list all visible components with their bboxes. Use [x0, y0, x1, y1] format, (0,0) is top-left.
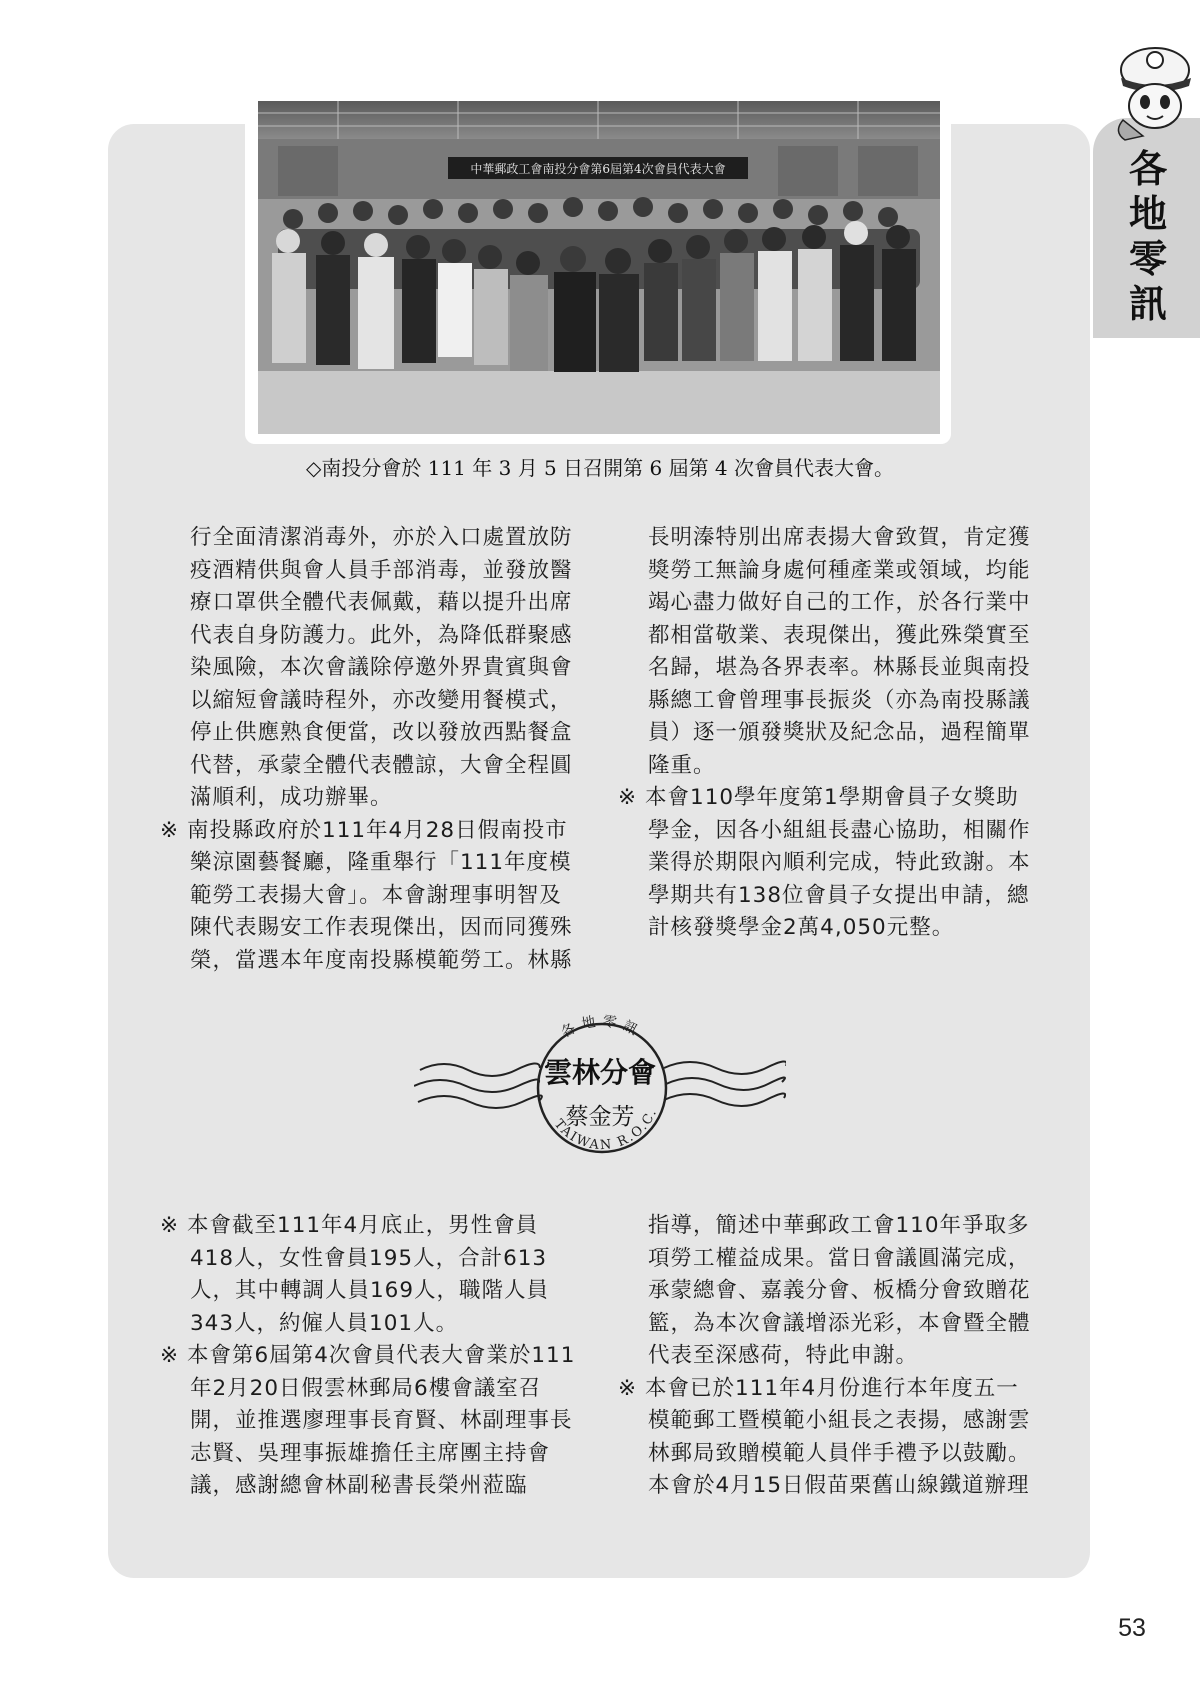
bullet-mark: ※ — [618, 1375, 638, 1401]
bullet-text: 南投縣政府於111年4月28日假南投市樂涼園藝餐廳，隆重舉行「111年度模範勞工表揚大會」。本會謝理事明智及陳代表賜安工作表現傑出，因而同獲殊榮，當選本年度南投縣模範勞工。林縣 — [187, 817, 573, 973]
bullet-item — [160, 1210, 578, 1340]
bullet-item — [160, 1340, 578, 1503]
stamp-arc-bottom: TAIWAN R.O.C. — [550, 1105, 661, 1154]
article-column-left — [160, 522, 578, 977]
bullet-text: 本會第6屆第4次會員代表大會業於111年2月20日假雲林郵局6樓會議室召開，並推選廖理事長育賢、林副理事長志賢、吳理事振雄擔任主席團主持會議，感謝總會林副秘書長榮州蒞臨 — [187, 1343, 576, 1498]
stamp-arc-top: 各地零訊 — [558, 1013, 646, 1042]
bullet-text: 本會截至111年4月底止，男性會員418人，女性會員195人，合計613人，其中轉調人員169人，職階人員343人，約僱人員101人。 — [187, 1213, 550, 1336]
bullet-mark: ※ — [618, 785, 638, 810]
bullet-mark: ※ — [160, 817, 180, 843]
paragraph: 行全面清潔消毒外，亦於入口處置放防疫酒精供與會人員手部消毒，並發放醫療口罩供全體代表佩戴，藉以提升出席代表自身防護力。此外，為降低群聚感染風險，本次會議除停邀外界貴賓與會以縮短會議時程外，亦改變用餐模式，停止供應熟食便當，改以發放西點餐盒代替，承蒙全體代表體諒，大會全程圓滿順利，成功辦畢。 — [190, 525, 573, 810]
bullet-text: 本會已於111年4月份進行本年度五一模範郵工暨模範小組長之表揚，感謝雲林郵局致贈模範人員伴手禮予以鼓勵。本會於4月15日假苗栗舊山線鐵道辦理 — [645, 1375, 1031, 1498]
page-number: 53 — [1118, 1614, 1146, 1642]
bullet-mark: ※ — [160, 1343, 180, 1368]
paragraph: 長明溱特別出席表揚大會致賀，肯定獲獎勞工無論身處何種產業或領域，均能竭心盡力做好自己的工作，於各行業中都相當敬業、表現傑出，獲此殊榮實至名歸，堪為各界表率。林縣長並與南投縣總工會曾理事長振炎（亦為南投縣議員）逐一頒發獎狀及紀念品，過程簡單隆重。 — [648, 525, 1031, 778]
postman-mascot-icon — [1103, 40, 1199, 144]
photo-caption: ◇南投分會於 111 年 3 月 5 日召開第 6 屆第 4 次會員代表大會。 — [305, 456, 895, 480]
svg-text:各地零訊 — [559, 1012, 646, 1041]
bullet-item — [160, 815, 578, 978]
paragraph: 指導，簡述中華郵政工會110年爭取多項勞工權益成果。當日會議圓滿完成，承蒙總會、嘉義分會、板橋分會致贈花籃，為本次會議增添光彩，本會暨全體代表至深感荷，特此申謝。 — [648, 1213, 1031, 1368]
article-column-left-lower — [160, 1210, 578, 1503]
bullet-item — [618, 1373, 1036, 1503]
bullet-item — [618, 782, 1036, 945]
bullet-mark: ※ — [160, 1213, 180, 1238]
photo-banner-text: 中華郵政工會南投分會第6屆第4次會員代表大會 — [470, 162, 726, 176]
section-tab-label: 各地零訊 — [1128, 146, 1167, 326]
article-column-right — [618, 522, 1036, 945]
branch-title: 雲林分會 — [543, 1056, 656, 1089]
author-name: 蔡金芳 — [565, 1104, 635, 1130]
group-photo — [258, 101, 940, 434]
bullet-text: 本會110學年度第1學期會員子女獎助學金，因各小組組長盡心協助，相關作業得於期限內順利完成，特此致謝。本學期共有138位會員子女提出申請，總計核發獎學金2萬4,050元整。 — [645, 785, 1031, 940]
article-column-right-lower — [618, 1210, 1036, 1503]
